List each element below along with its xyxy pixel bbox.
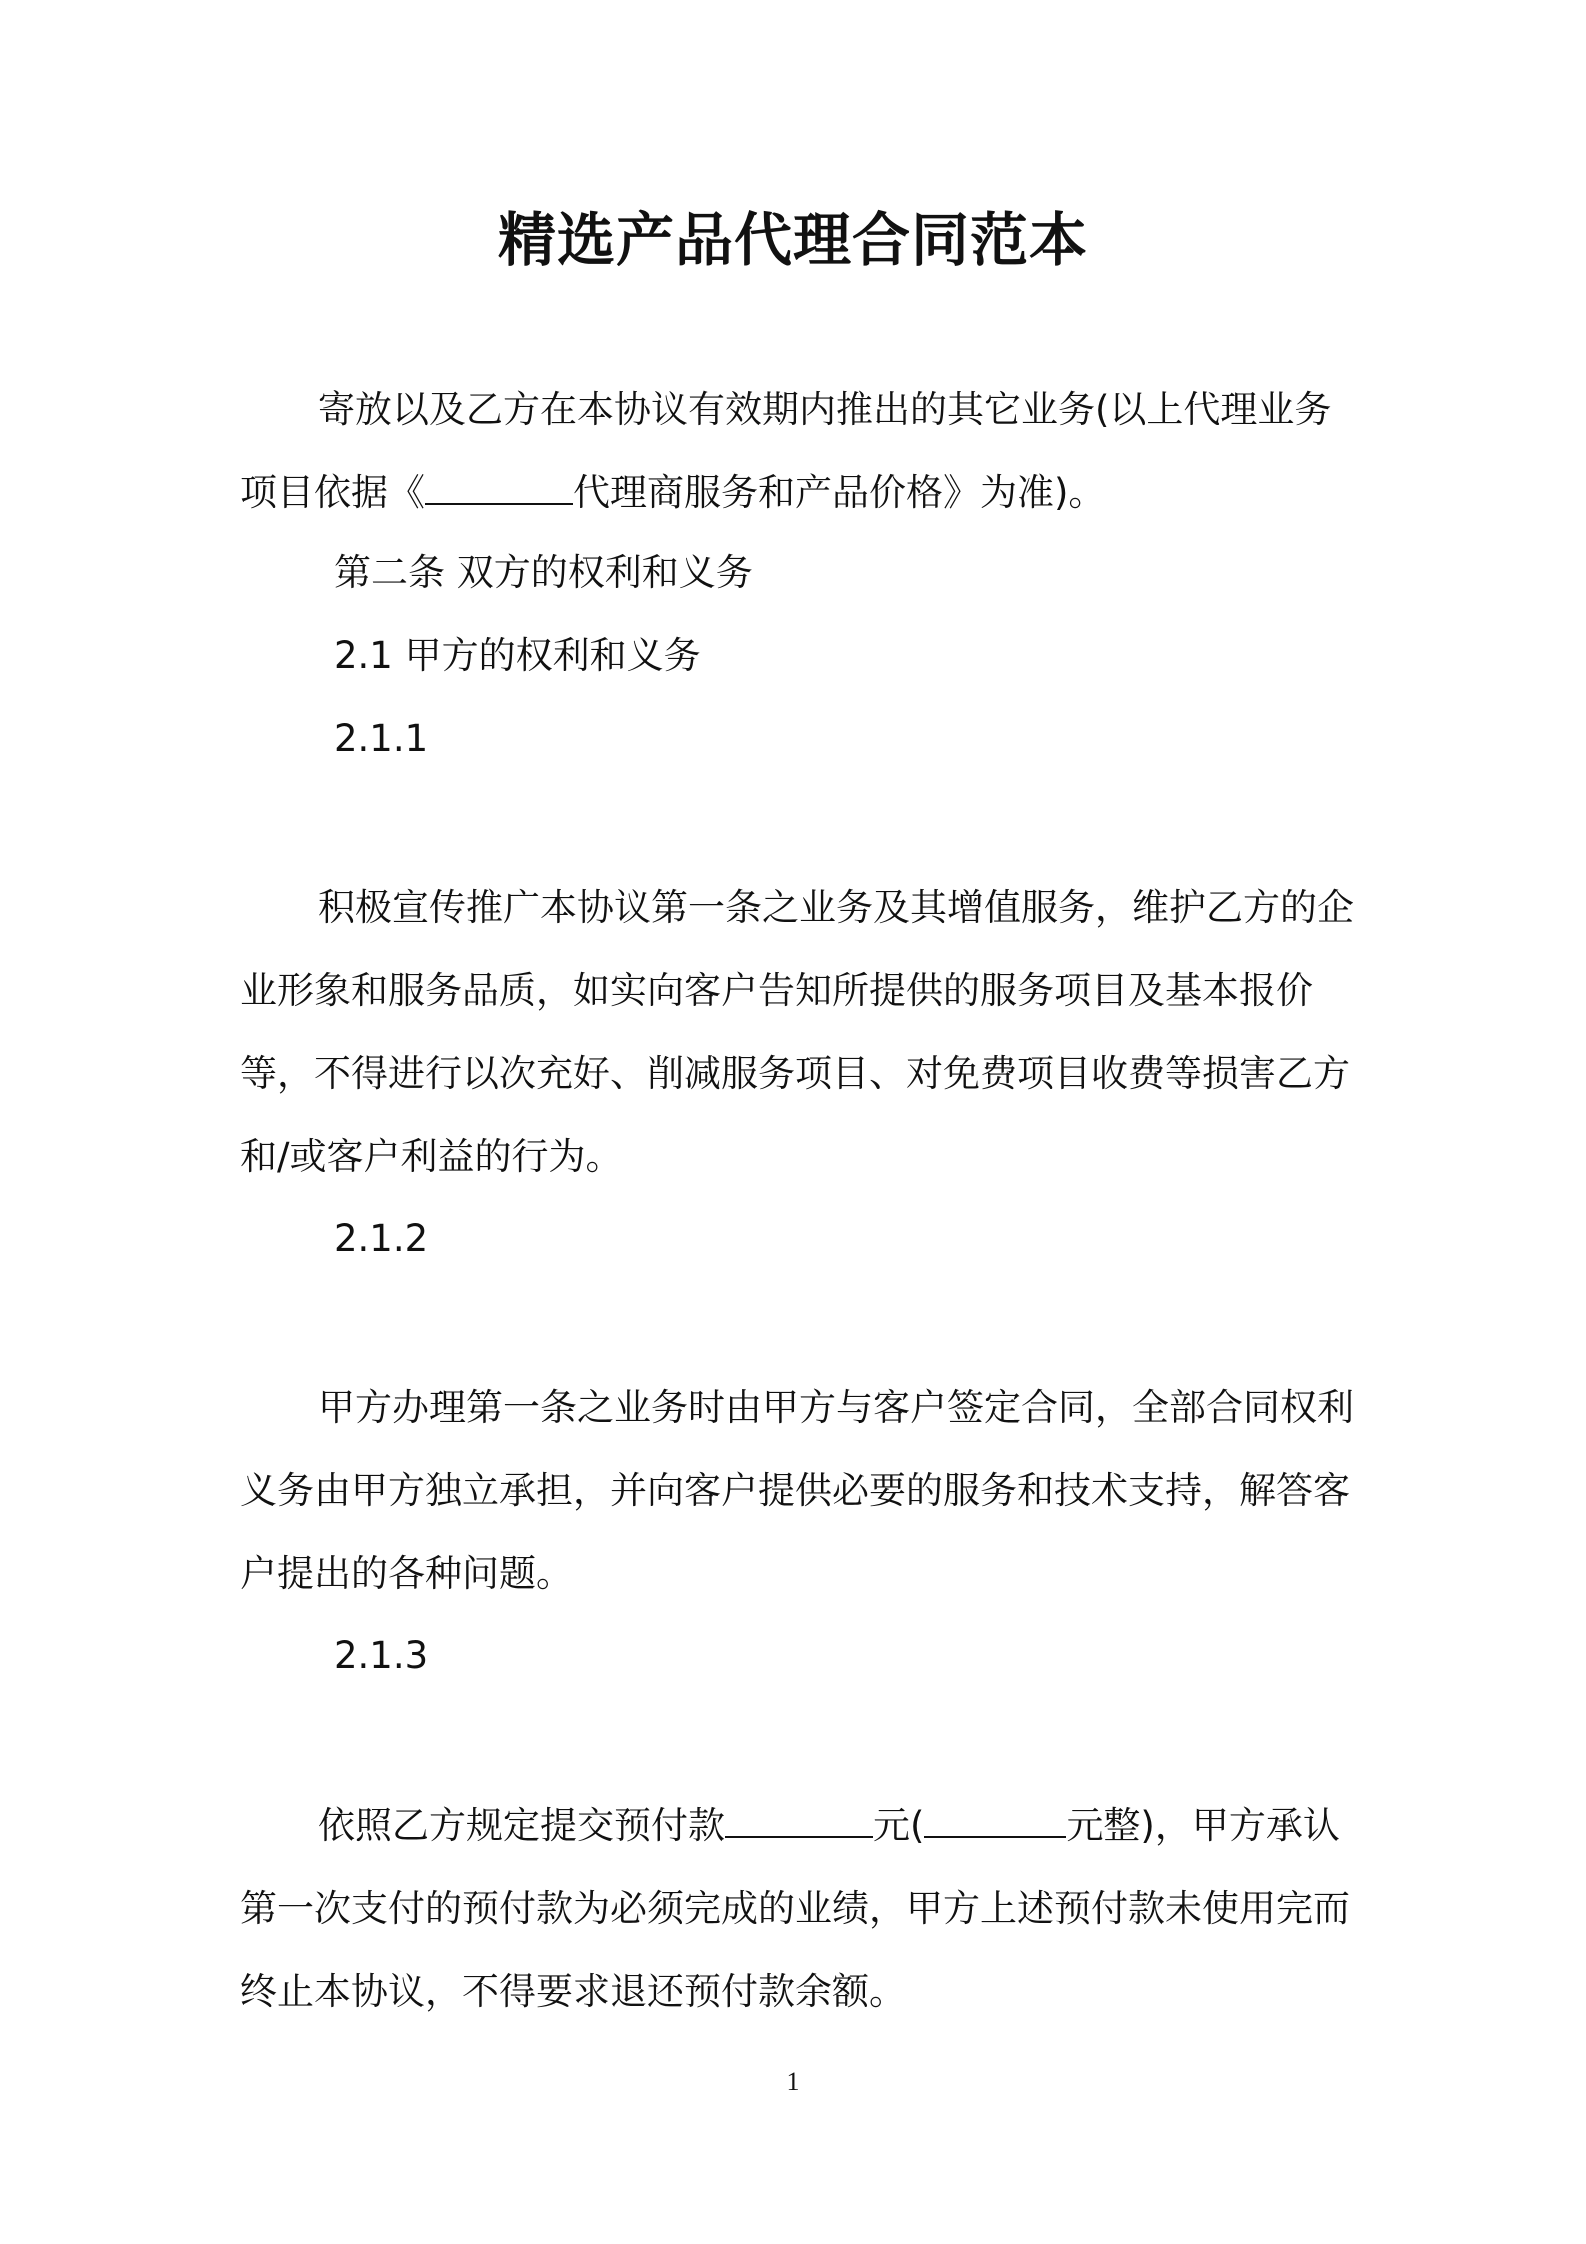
clause-number: 2.1.3 <box>334 1634 429 1677</box>
blank-line <box>425 466 573 505</box>
clause-number: 2.1.2 <box>334 1217 429 1260</box>
paragraph-text: 元( <box>873 1804 925 1847</box>
blank-line <box>924 1799 1066 1838</box>
clause-paragraph: 甲方办理第一条之业务时由甲方与客户签定合同，全部合同权利义务由甲方独立承担，并向客户提供必要的服务和技术支持，解答客户提出的各种问题。 <box>240 1386 1354 1595</box>
article-heading: 第二条 双方的权利和义务 <box>334 551 753 594</box>
paragraph-text: 寄放以及乙方在本协议有效期内推出的其它业务(以上代理业务项目依据《 <box>240 388 1332 514</box>
clause-paragraph <box>240 1784 1360 2033</box>
document-title: 精选产品代理合同范本 <box>497 206 1088 274</box>
clause-number: 2.1.1 <box>334 717 429 760</box>
blank-line <box>725 1799 873 1838</box>
section-heading: 2.1 甲方的权利和义务 <box>334 634 701 677</box>
clause-paragraph: 积极宣传推广本协议第一条之业务及其增值服务，维护乙方的企业形象和服务品质，如实向客户告知所提供的服务项目及基本报价等，不得进行以次充好、削减服务项目、对免费项目收费等损害乙方和/或客户利益的行为。 <box>240 886 1354 1178</box>
paragraph-business-scope <box>240 368 1360 534</box>
paragraph-text: 代理商服务和产品价格》为准)。 <box>573 471 1106 514</box>
paragraph-text: 元整)，甲方承认第一次支付的预付款为必须完成的业绩，甲方上述预付款未使用完而终止本协议，不得要求退还预付款余额。 <box>240 1804 1350 2013</box>
page-number: 1 <box>786 2067 800 2096</box>
paragraph-text: 依照乙方规定提交预付款 <box>318 1804 725 1847</box>
